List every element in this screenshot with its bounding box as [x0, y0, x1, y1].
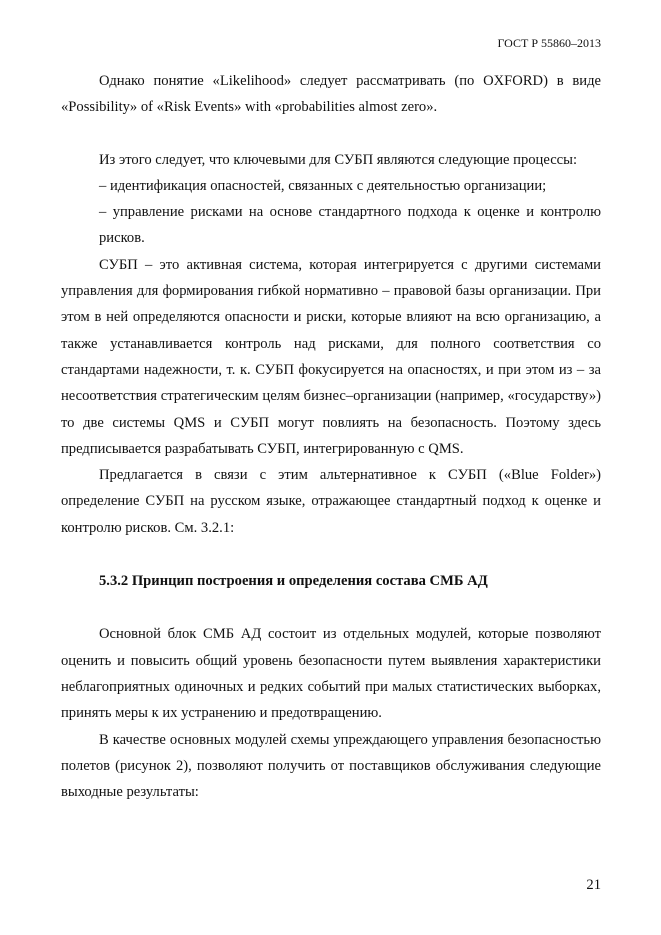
- section-heading-5-3-2: 5.3.2 Принцип построения и определения состава СМБ АД: [99, 573, 488, 590]
- document-body: [61, 68, 601, 805]
- list-item-hazard-identification: – идентификация опасностей, связанных с деятельностью организации;: [99, 177, 547, 194]
- standard-code-header: ГОСТ Р 55860–2013: [497, 36, 601, 50]
- list-item-risk-management: – управление рисками на основе стандартного подхода к оценке и контролю рисков.: [99, 204, 601, 247]
- paragraph-main-modules: В качестве основных модулей схемы упреждающего управления безопасностью полетов (рисунок 2), позволяют получить от поставщиков обслуживания следующие выходные результаты:: [61, 731, 601, 801]
- page-number: 21: [586, 877, 601, 893]
- paragraph-alternative-definition: Предлагается в связи с этим альтернативное к СУБП («Blue Folder») определение СУБП на русском языке, отражающее стандартный подход к оценке и контролю рисков. См. 3.2.1:: [61, 467, 601, 536]
- paragraph-main-block: Основной блок СМБ АД состоит из отдельных модулей, которые позволяют оценить и повысить общий уровень безопасности путем выявления характеристики неблагоприятных одиночных и редких событий при малых статистических выборках, принять меры к их устранению и предотвращению.: [61, 626, 601, 722]
- paragraph-subp-definition: СУБП – это активная система, которая интегрируется с другими системами управления для формирования гибкой нормативно – правовой базы организации. При этом в ней определяются опасности и риски, которые влияют на всю организацию, а также устанавливается контроль над рисками, для полного соответствия со стандартами надежности, т. к. СУБП фокусируется на опасностях, и при этом из – за несоответствия стратегическим целям бизнес–организации (например, «государству») то две системы QMS и СУБП могут повлиять на безопасность. Поэтому здесь предписывается разрабатывать СУБП, интегрированную с QMS.: [61, 256, 601, 457]
- paragraph-key-processes: Из этого следует, что ключевыми для СУБП являются следующие процессы:: [99, 151, 578, 168]
- paragraph-likelihood: Однако понятие «Likelihood» следует рассматривать (по OXFORD) в виде «Possibility» of «Risk Events» with «probabilities almost zero».: [61, 73, 601, 116]
